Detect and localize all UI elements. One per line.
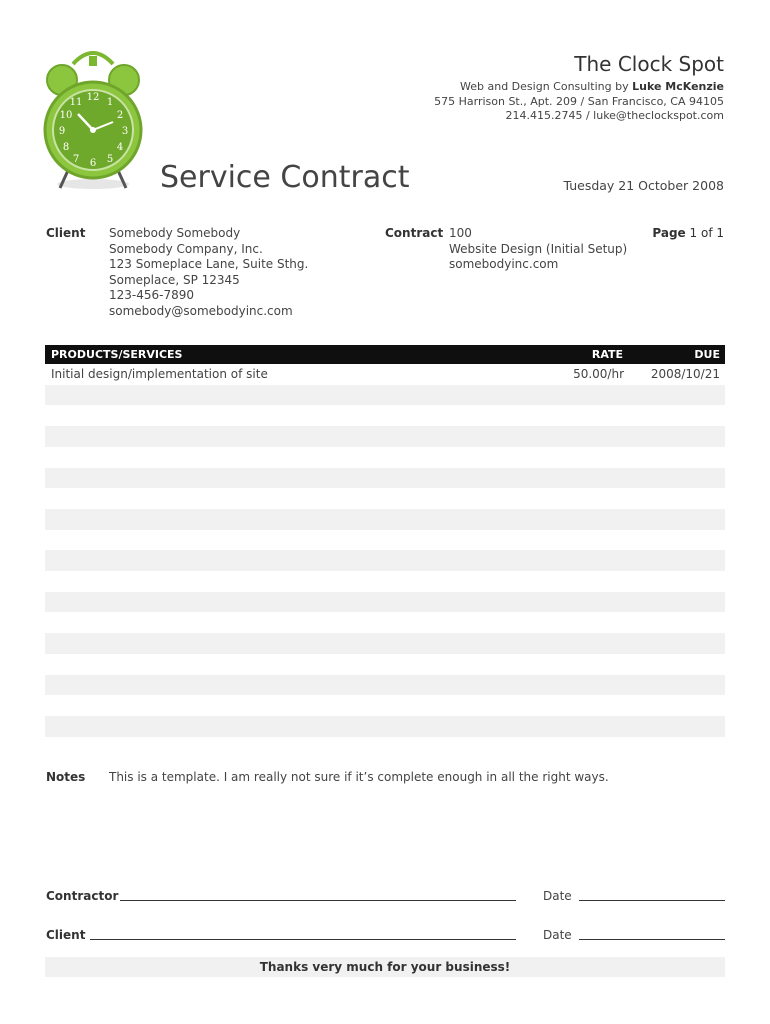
- table-row: [45, 364, 725, 385]
- client-email: somebody@somebodyinc.com: [109, 303, 293, 318]
- header-due: DUE: [694, 348, 720, 361]
- svg-text:3: 3: [121, 126, 129, 137]
- table-header: [45, 345, 725, 364]
- svg-text:4: 4: [116, 142, 124, 153]
- contractor-label: Contractor: [46, 889, 119, 903]
- tagline-prefix: Web and Design Consulting by: [460, 80, 629, 93]
- page-value: 1 of 1: [689, 226, 724, 240]
- table-row: [45, 509, 725, 530]
- svg-text:2: 2: [116, 110, 124, 121]
- client-date-line[interactable]: [579, 939, 725, 940]
- contractor-signature-line[interactable]: [120, 900, 516, 901]
- contract-label: Contract: [385, 226, 444, 240]
- thanks-footer: Thanks very much for your business!: [45, 957, 725, 977]
- client-name: Somebody Somebody: [109, 226, 241, 240]
- table-row: [45, 716, 725, 737]
- client-label: Client: [46, 226, 86, 240]
- table-row: [45, 488, 725, 509]
- company-tagline: [460, 80, 724, 93]
- company-address: 575 Harrison St., Apt. 209 / San Francisco, CA 94105: [434, 95, 724, 108]
- svg-text:8: 8: [62, 142, 70, 153]
- client-city: Someplace, SP 12345: [109, 272, 240, 287]
- svg-text:11: 11: [69, 97, 83, 108]
- contractor-date-label: Date: [543, 889, 572, 903]
- svg-text:9: 9: [58, 126, 66, 137]
- svg-text:10: 10: [59, 110, 73, 121]
- page-label: Page: [652, 226, 686, 240]
- table-row: [45, 571, 725, 592]
- header-products-services: PRODUCTS/SERVICES: [51, 348, 183, 361]
- table-row: [45, 612, 725, 633]
- svg-text:5: 5: [106, 154, 114, 165]
- client-details: [109, 226, 308, 319]
- contract-number: 100: [449, 226, 472, 240]
- client-date-label: Date: [543, 928, 572, 942]
- table-row: [45, 675, 725, 696]
- cell-description: Initial design/implementation of site: [51, 367, 268, 381]
- client-company: Somebody Company, Inc.: [109, 241, 263, 256]
- alarm-clock-icon: [38, 42, 148, 192]
- table-row: [45, 592, 725, 613]
- table-row: [45, 426, 725, 447]
- table-row: [45, 447, 725, 468]
- owner-name: Luke McKenzie: [632, 80, 724, 93]
- svg-text:6: 6: [89, 158, 97, 169]
- cell-due: 2008/10/21: [650, 367, 720, 381]
- contract-details: [449, 226, 627, 273]
- header-rate: RATE: [591, 348, 623, 361]
- company-name: The Clock Spot: [574, 52, 724, 76]
- table-row: [45, 550, 725, 571]
- table-row: [45, 654, 725, 675]
- svg-text:12: 12: [86, 92, 100, 103]
- notes-text: This is a template. I am really not sure if it’s complete enough in all the right ways.: [109, 770, 609, 784]
- table-row: [45, 633, 725, 654]
- table-row: [45, 385, 725, 406]
- client-phone: 123-456-7890: [109, 288, 195, 302]
- client-signature-line[interactable]: [90, 939, 516, 940]
- table-row: [45, 468, 725, 489]
- notes-label: Notes: [46, 770, 86, 784]
- table-row: [45, 530, 725, 551]
- cell-rate: 50.00/hr: [573, 367, 624, 381]
- contract-description: Website Design (Initial Setup): [449, 241, 628, 256]
- client-street: 123 Someplace Lane, Suite Sthg.: [109, 257, 309, 271]
- svg-text:1: 1: [106, 97, 114, 108]
- svg-text:7: 7: [72, 154, 80, 165]
- company-contact: 214.415.2745 / luke@theclockspot.com: [505, 109, 724, 122]
- contract-domain: somebodyinc.com: [449, 257, 559, 271]
- alarm-clock-logo: [38, 42, 148, 192]
- document-title: Service Contract: [160, 160, 410, 195]
- contractor-date-line[interactable]: [579, 900, 725, 901]
- table-row: [45, 405, 725, 426]
- document-date: Tuesday 21 October 2008: [563, 178, 724, 193]
- client-signature-label: Client: [46, 928, 86, 942]
- page-indicator: [652, 226, 724, 240]
- table-row: [45, 695, 725, 716]
